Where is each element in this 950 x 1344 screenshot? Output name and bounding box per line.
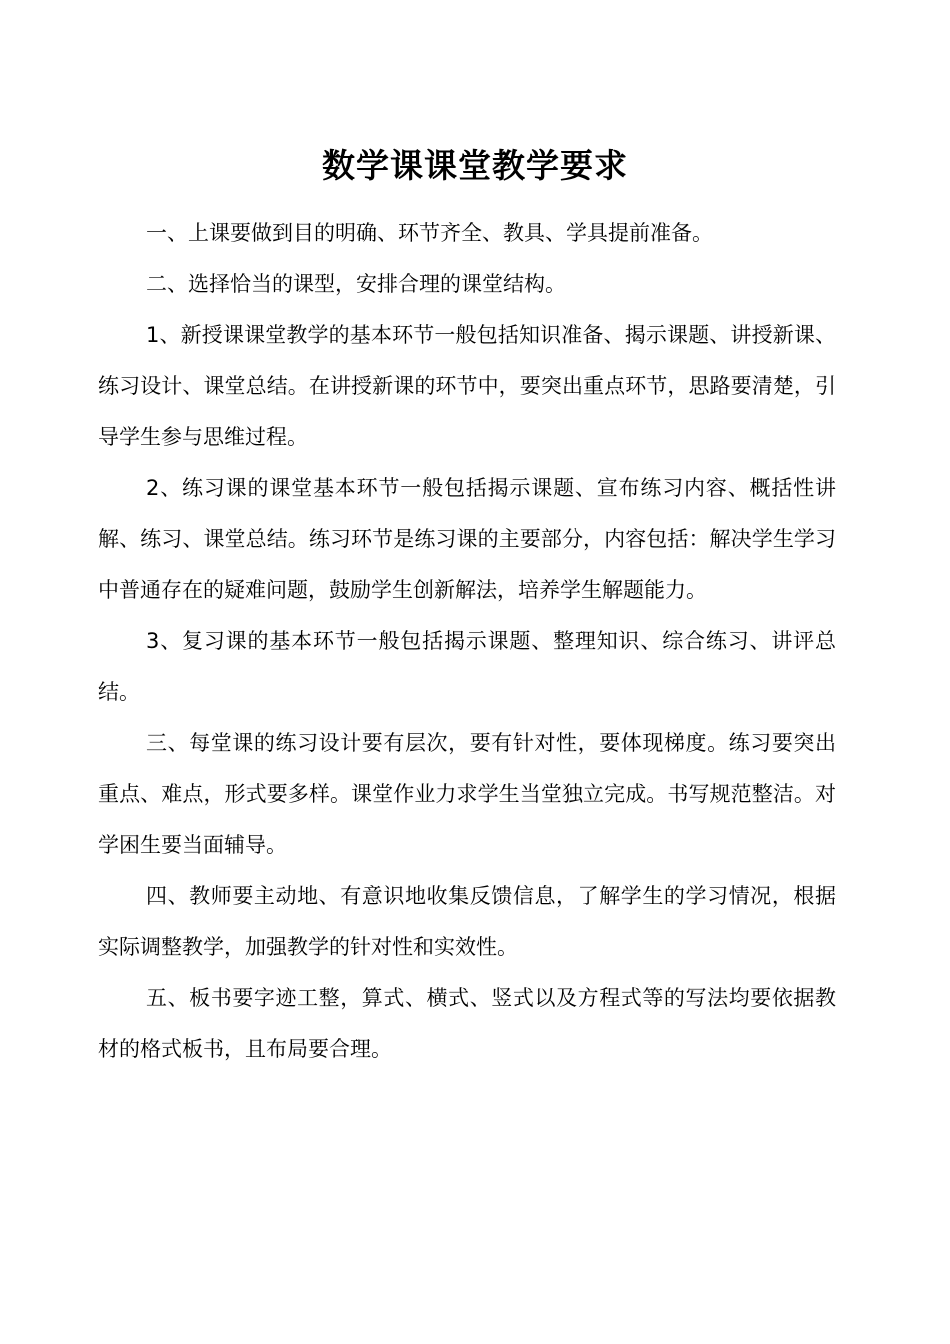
document-title: 数学课课堂教学要求 [322,146,628,185]
paragraph-5: 3、复习课的基本环节一般包括揭示课题、整理知识、综合练习、讲评总结。 [98,629,836,704]
paragraph-2: 二、选择恰当的课型，安排合理的课堂结构。 [146,272,566,296]
paragraph-7: 四、教师要主动地、有意识地收集反馈信息，了解学生的学习情况，根据实际调整教学，加强教学的针对性和实效性。 [98,884,836,959]
document-body [98,208,836,1075]
paragraph-1: 一、上课要做到目的明确、环节齐全、教具、学具提前准备。 [146,221,713,245]
paragraph-6: 三、每堂课的练习设计要有层次，要有针对性，要体现梯度。练习要突出重点、难点，形式要多样。课堂作业力求学生当堂独立完成。书写规范整洁。对学困生要当面辅导。 [98,731,836,857]
paragraph-4: 2、练习课的课堂基本环节一般包括揭示课题、宣布练习内容、概括性讲解、练习、课堂总结。练习环节是练习课的主要部分，内容包括：解决学生学习中普通存在的疑难问题，鼓励学生创新解法，培养学生解题能力。 [98,476,836,602]
paragraph-3: 1、新授课课堂教学的基本环节一般包括知识准备、揭示课题、讲授新课、练习设计、课堂总结。在讲授新课的环节中，要突出重点环节，思路要清楚，引导学生参与思维过程。 [98,323,836,449]
paragraph-8: 五、板书要字迹工整，算式、横式、竖式以及方程式等的写法均要依据教材的格式板书，且布局要合理。 [98,986,836,1061]
